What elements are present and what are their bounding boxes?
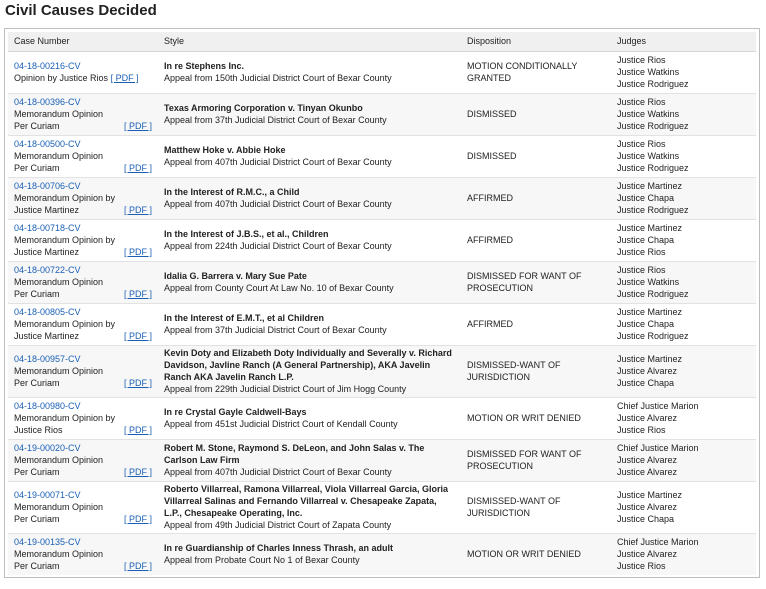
opinion-type: Memorandum Opinion by bbox=[14, 319, 116, 329]
table-row bbox=[8, 481, 756, 533]
judge-name: Chief Justice Marion bbox=[617, 537, 699, 548]
judge-name: Justice Martinez bbox=[617, 354, 683, 364]
disposition-cell: DISMISSED bbox=[467, 151, 517, 161]
judge-name: Justice Alvarez bbox=[617, 366, 678, 376]
case-number-link[interactable]: 04-18-00980-CV bbox=[14, 401, 81, 411]
judge-name: Justice Martinez bbox=[617, 223, 683, 233]
disposition-cell: MOTION OR WRIT DENIED bbox=[467, 549, 581, 560]
case-number-link[interactable]: 04-18-00805-CV bbox=[14, 307, 81, 317]
opinion-author: Per Curiam bbox=[14, 121, 60, 131]
table-row bbox=[8, 51, 756, 93]
pdf-link[interactable]: [ PDF ] bbox=[123, 378, 152, 388]
judge-name: Justice Rodriguez bbox=[617, 289, 689, 299]
case-number-link[interactable]: 04-19-00071-CV bbox=[14, 490, 81, 500]
pdf-link[interactable]: [ PDF ] bbox=[123, 205, 152, 215]
case-appeal-from: Appeal from 407th Judicial District Court of Bexar County bbox=[164, 199, 392, 209]
case-appeal-from: Appeal from Probate Court No 1 of Bexar County bbox=[164, 555, 360, 566]
opinion-author: Justice Martinez bbox=[14, 331, 80, 341]
judge-name: Justice Rios bbox=[617, 247, 666, 257]
judge-name: Chief Justice Marion bbox=[617, 443, 699, 453]
causes-table-container bbox=[4, 28, 760, 578]
case-appeal-from: Appeal from 49th Judicial District Court of Zapata County bbox=[164, 520, 392, 530]
pdf-link[interactable]: [ PDF ] bbox=[123, 425, 152, 435]
case-appeal-from: Appeal from 37th Judicial District Court of Bexar County bbox=[164, 115, 387, 125]
case-cell bbox=[8, 219, 158, 261]
style-cell bbox=[158, 533, 461, 575]
opinion-author: Justice Martinez bbox=[14, 247, 80, 257]
case-cell bbox=[8, 439, 158, 481]
case-number-link[interactable]: 04-18-00706-CV bbox=[14, 181, 81, 191]
table-row bbox=[8, 303, 756, 345]
disposition-cell: DISMISSED bbox=[467, 109, 517, 119]
judge-name: Justice Rios bbox=[617, 55, 666, 65]
style-cell bbox=[158, 219, 461, 261]
case-number-link[interactable]: 04-18-00957-CV bbox=[14, 354, 81, 364]
judges-cell bbox=[611, 51, 756, 93]
case-style-title: In the Interest of E.M.T., et al Children bbox=[164, 313, 325, 323]
opinion-author: Per Curiam bbox=[14, 514, 60, 524]
judge-name: Justice Rodriguez bbox=[617, 163, 689, 173]
judge-name: Justice Alvarez bbox=[617, 549, 678, 560]
pdf-link[interactable]: [ PDF ] bbox=[123, 561, 152, 572]
judge-name: Justice Alvarez bbox=[617, 467, 678, 477]
judge-name: Justice Martinez bbox=[617, 181, 683, 191]
table-row bbox=[8, 533, 756, 575]
judges-cell bbox=[611, 397, 756, 439]
judges-cell bbox=[611, 439, 756, 481]
case-cell bbox=[8, 533, 158, 575]
judge-name: Justice Rodriguez bbox=[617, 331, 689, 341]
pdf-link[interactable]: [ PDF ] bbox=[110, 73, 139, 83]
case-number-link[interactable]: 04-19-00135-CV bbox=[14, 537, 81, 548]
opinion-type: Memorandum Opinion bbox=[14, 502, 104, 512]
case-cell bbox=[8, 345, 158, 397]
header-disposition: Disposition bbox=[461, 32, 611, 51]
causes-table bbox=[8, 32, 756, 575]
judge-name: Justice Chapa bbox=[617, 319, 675, 329]
case-appeal-from: Appeal from 37th Judicial District Court of Bexar County bbox=[164, 325, 387, 335]
case-style-title: In the Interest of J.B.S., et al., Children bbox=[164, 229, 329, 239]
case-style-title: Kevin Doty and Elizabeth Doty Individually and Severally v. Richard Davidson, Javline Ranch (A General Partnership), AKA Javelin Ranch AKA Javelin Ranch L.P. bbox=[164, 348, 452, 382]
judge-name: Justice Watkins bbox=[617, 67, 680, 77]
opinion-type: Memorandum Opinion by bbox=[14, 413, 116, 423]
opinion-author: Per Curiam bbox=[14, 289, 60, 299]
case-number-link[interactable]: 04-18-00722-CV bbox=[14, 265, 81, 275]
header-judges: Judges bbox=[611, 32, 756, 51]
case-appeal-from: Appeal from 451st Judicial District Court of Kendall County bbox=[164, 419, 398, 429]
judge-name: Justice Chapa bbox=[617, 193, 675, 203]
opinion-type: Memorandum Opinion bbox=[14, 366, 104, 376]
opinion-author: Justice Rios bbox=[14, 425, 63, 435]
case-cell bbox=[8, 397, 158, 439]
judges-cell bbox=[611, 481, 756, 533]
case-style-title: Matthew Hoke v. Abbie Hoke bbox=[164, 145, 286, 155]
case-appeal-from: Appeal from 407th Judicial District Court of Bexar County bbox=[164, 157, 392, 167]
opinion-type: Memorandum Opinion bbox=[14, 455, 104, 465]
style-cell bbox=[158, 177, 461, 219]
disposition-cell: DISMISSED FOR WANT OF PROSECUTION bbox=[467, 449, 582, 471]
judge-name: Justice Watkins bbox=[617, 277, 680, 287]
case-number-link[interactable]: 04-18-00396-CV bbox=[14, 97, 81, 107]
case-style-title: In re Guardianship of Charles Inness Thrash, an adult bbox=[164, 543, 394, 554]
style-cell bbox=[158, 93, 461, 135]
style-cell bbox=[158, 51, 461, 93]
pdf-link[interactable]: [ PDF ] bbox=[123, 163, 152, 173]
style-cell bbox=[158, 439, 461, 481]
judges-cell bbox=[611, 533, 756, 575]
case-style-title: In re Crystal Gayle Caldwell-Bays bbox=[164, 407, 307, 417]
opinion-author: Justice Martinez bbox=[14, 205, 80, 215]
case-style-title: Robert M. Stone, Raymond S. DeLeon, and John Salas v. The Carlson Law Firm bbox=[164, 443, 425, 465]
case-appeal-from: Appeal from 229th Judicial District Court of Jim Hogg County bbox=[164, 384, 407, 394]
judge-name: Justice Alvarez bbox=[617, 502, 678, 512]
header-case-number: Case Number bbox=[8, 32, 158, 51]
case-cell bbox=[8, 261, 158, 303]
opinion-type: Memorandum Opinion bbox=[14, 277, 104, 287]
table-row bbox=[8, 135, 756, 177]
disposition-cell: AFFIRMED bbox=[467, 193, 513, 203]
judge-name: Justice Rios bbox=[617, 265, 666, 275]
pdf-link[interactable]: [ PDF ] bbox=[123, 514, 152, 524]
style-cell bbox=[158, 397, 461, 439]
opinion-type: Memorandum Opinion bbox=[14, 109, 104, 119]
disposition-cell: MOTION OR WRIT DENIED bbox=[467, 413, 581, 423]
judges-cell bbox=[611, 93, 756, 135]
judges-cell bbox=[611, 219, 756, 261]
style-cell bbox=[158, 303, 461, 345]
judge-name: Justice Rios bbox=[617, 97, 666, 107]
opinion-type: Memorandum Opinion bbox=[14, 549, 104, 560]
opinion-author: Per Curiam bbox=[14, 378, 60, 388]
judge-name: Justice Rios bbox=[617, 561, 666, 572]
case-cell bbox=[8, 481, 158, 533]
opinion-author: Per Curiam bbox=[14, 163, 60, 173]
judge-name: Justice Rios bbox=[617, 425, 666, 435]
opinion-author: Per Curiam bbox=[14, 467, 60, 477]
case-number-link[interactable]: 04-18-00216-CV bbox=[14, 61, 81, 71]
table-row bbox=[8, 219, 756, 261]
table-row bbox=[8, 177, 756, 219]
judges-cell bbox=[611, 261, 756, 303]
table-row bbox=[8, 439, 756, 481]
case-appeal-from: Appeal from County Court At Law No. 10 of Bexar County bbox=[164, 283, 394, 293]
judge-name: Justice Watkins bbox=[617, 109, 680, 119]
judge-name: Justice Martinez bbox=[617, 307, 683, 317]
table-row bbox=[8, 261, 756, 303]
case-cell bbox=[8, 135, 158, 177]
style-cell bbox=[158, 345, 461, 397]
judge-name: Justice Martinez bbox=[617, 490, 683, 500]
pdf-link[interactable]: [ PDF ] bbox=[123, 467, 152, 477]
case-appeal-from: Appeal from 407th Judicial District Court of Bexar County bbox=[164, 467, 392, 477]
judge-name: Justice Chapa bbox=[617, 378, 675, 388]
judge-name: Justice Rodriguez bbox=[617, 205, 689, 215]
disposition-cell: DISMISSED-WANT OF JURISDICTION bbox=[467, 496, 561, 518]
table-header-row bbox=[8, 32, 756, 51]
header-style: Style bbox=[158, 32, 461, 51]
case-cell bbox=[8, 303, 158, 345]
style-cell bbox=[158, 481, 461, 533]
case-appeal-from: Appeal from 224th Judicial District Court of Bexar County bbox=[164, 241, 392, 251]
opinion-type: Opinion by Justice Rios bbox=[14, 73, 109, 83]
pdf-link[interactable]: [ PDF ] bbox=[123, 331, 152, 341]
disposition-cell: DISMISSED FOR WANT OF PROSECUTION bbox=[467, 271, 582, 293]
judge-name: Justice Alvarez bbox=[617, 455, 678, 465]
disposition-cell: MOTION CONDITIONALLY GRANTED bbox=[467, 61, 578, 83]
judge-name: Chief Justice Marion bbox=[617, 401, 699, 411]
opinion-type: Memorandum Opinion bbox=[14, 151, 104, 161]
style-cell bbox=[158, 261, 461, 303]
opinion-type: Memorandum Opinion by bbox=[14, 193, 116, 203]
judge-name: Justice Rios bbox=[617, 139, 666, 149]
table-row bbox=[8, 93, 756, 135]
case-style-title: Roberto Villarreal, Ramona Villarreal, Viola Villarreal Garcia, Gloria Villarreal Salinas and Fernando Villarreal v. Chesapeake Zapata, L.P., Chesapeake Operating, Inc. bbox=[164, 484, 448, 518]
judges-cell bbox=[611, 303, 756, 345]
table-row bbox=[8, 397, 756, 439]
judge-name: Justice Chapa bbox=[617, 514, 675, 524]
case-style-title: In re Stephens Inc. bbox=[164, 61, 245, 71]
case-number-link[interactable]: 04-18-00718-CV bbox=[14, 223, 81, 233]
pdf-link[interactable]: [ PDF ] bbox=[123, 121, 152, 131]
pdf-link[interactable]: [ PDF ] bbox=[123, 247, 152, 257]
disposition-cell: AFFIRMED bbox=[467, 319, 513, 329]
case-appeal-from: Appeal from 150th Judicial District Court of Bexar County bbox=[164, 73, 392, 83]
judge-name: Justice Rodriguez bbox=[617, 121, 689, 131]
case-cell bbox=[8, 51, 158, 93]
judges-cell bbox=[611, 345, 756, 397]
disposition-cell: DISMISSED-WANT OF JURISDICTION bbox=[467, 360, 561, 382]
opinion-author: Per Curiam bbox=[14, 561, 60, 572]
style-cell bbox=[158, 135, 461, 177]
opinion-type: Memorandum Opinion by bbox=[14, 235, 116, 245]
case-style-title: In the Interest of R.M.C., a Child bbox=[164, 187, 300, 197]
judge-name: Justice Chapa bbox=[617, 235, 675, 245]
disposition-cell: AFFIRMED bbox=[467, 235, 513, 245]
case-number-link[interactable]: 04-18-00500-CV bbox=[14, 139, 81, 149]
judges-cell bbox=[611, 177, 756, 219]
case-cell bbox=[8, 93, 158, 135]
case-number-link[interactable]: 04-19-00020-CV bbox=[14, 443, 81, 453]
case-cell bbox=[8, 177, 158, 219]
judge-name: Justice Rodriguez bbox=[617, 79, 689, 89]
case-style-title: Idalia G. Barrera v. Mary Sue Pate bbox=[164, 271, 307, 281]
table-row bbox=[8, 345, 756, 397]
case-style-title: Texas Armoring Corporation v. Tinyan Okunbo bbox=[164, 103, 363, 113]
pdf-link[interactable]: [ PDF ] bbox=[123, 289, 152, 299]
judge-name: Justice Watkins bbox=[617, 151, 680, 161]
judges-cell bbox=[611, 135, 756, 177]
judge-name: Justice Alvarez bbox=[617, 413, 678, 423]
page-title: Civil Causes Decided bbox=[5, 2, 157, 19]
